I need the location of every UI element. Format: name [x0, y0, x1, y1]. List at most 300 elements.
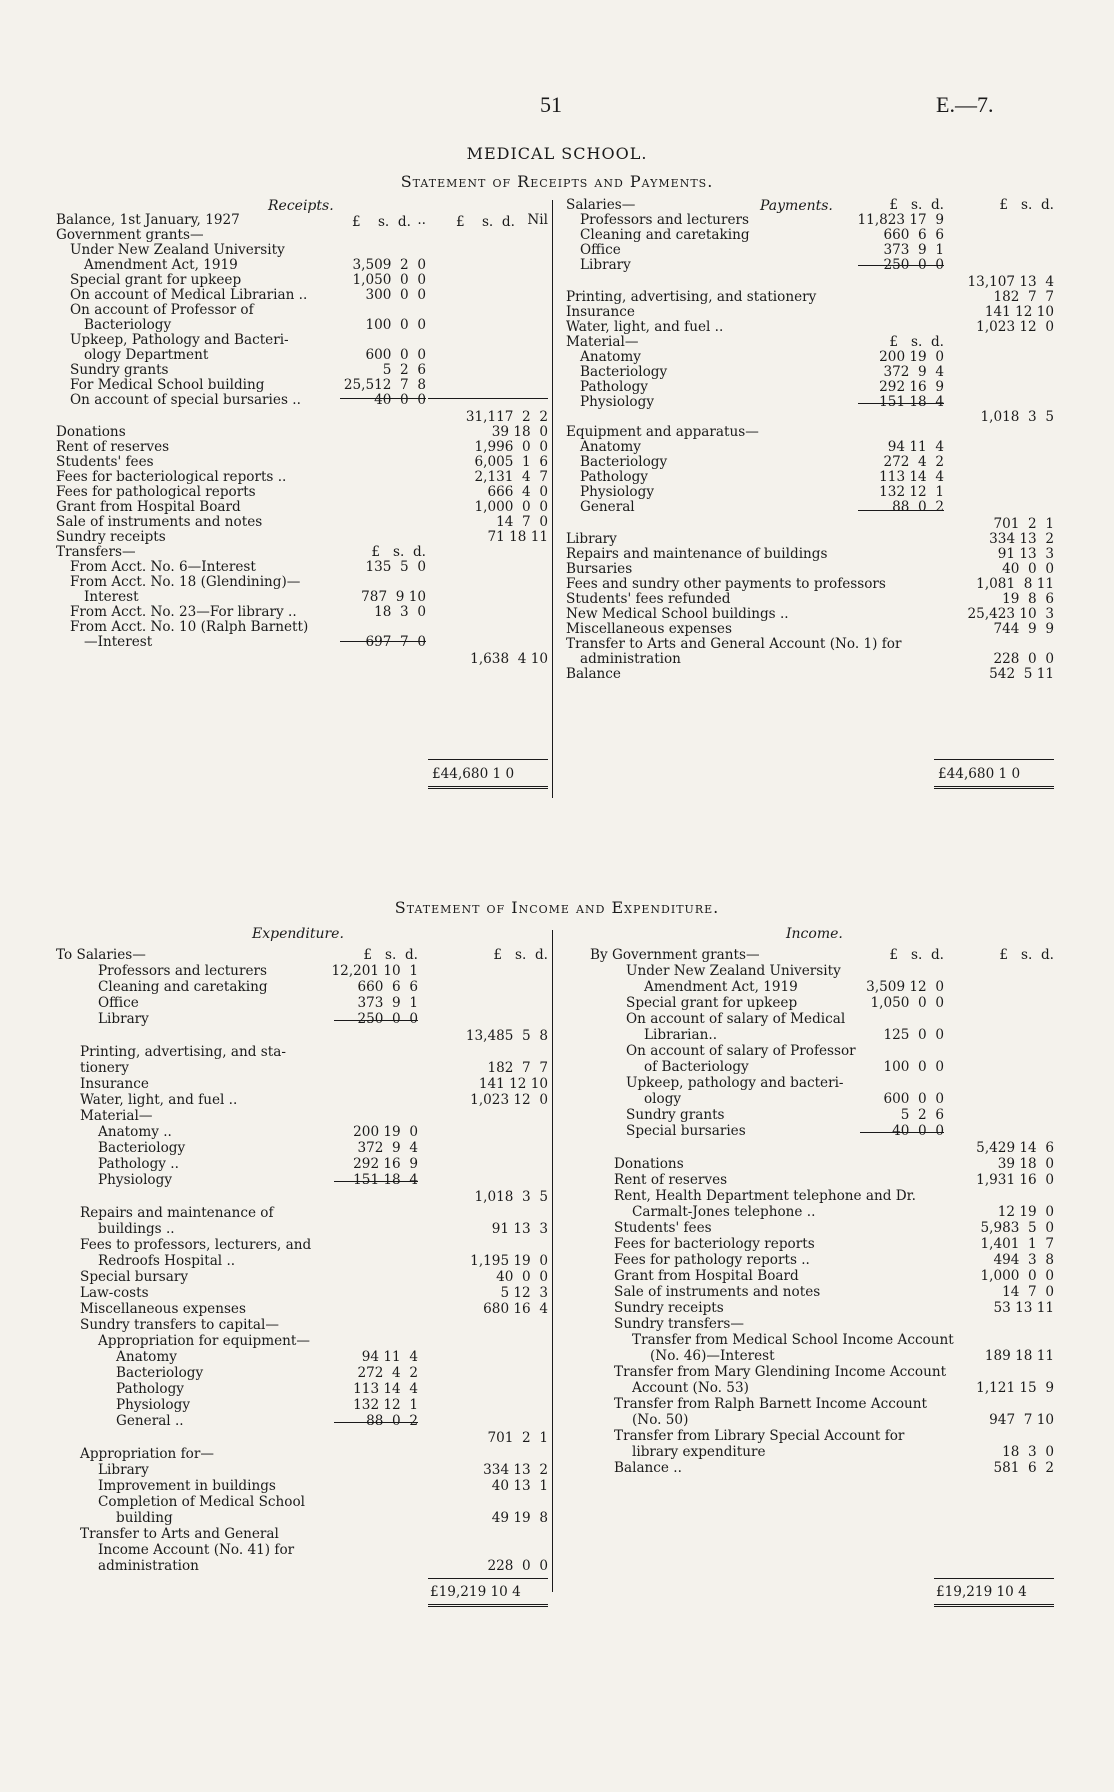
expenditure-row-label: buildings ..: [98, 1221, 175, 1237]
income-row: [0, 1252, 1114, 1269]
expenditure-row-label: Pathology ..: [98, 1156, 179, 1172]
income-row-label: Sundry receipts: [614, 1300, 724, 1316]
payment-row-inner-amount: 200 19 0: [879, 349, 944, 365]
income-row-total-amount: 5,429 14 6: [976, 1140, 1054, 1156]
payment-row-label: Miscellaneous expenses: [566, 621, 732, 637]
income-row: [0, 1220, 1114, 1237]
payment-row-label: Library: [566, 531, 617, 547]
payment-row-total-amount: 25,423 10 3: [967, 606, 1054, 622]
income-row-total-amount: 1,931 16 0: [976, 1172, 1054, 1188]
expenditure-row-label: Repairs and maintenance of: [80, 1205, 274, 1221]
income-row: [0, 1075, 1114, 1092]
expenditure-row-label: Bacteriology: [116, 1365, 204, 1381]
receipt-row-label: Interest: [84, 589, 139, 605]
income-row: [0, 947, 1114, 964]
income-row-label: On account of salary of Professor: [626, 1043, 856, 1059]
income-row-total-amount: 1,000 0 0: [980, 1268, 1054, 1284]
income-row: [0, 1268, 1114, 1285]
income-total-rule: [934, 1578, 1054, 1579]
payment-row-total-amount: 542 5 11: [989, 666, 1054, 682]
expenditure-row-label: Miscellaneous expenses: [80, 1301, 246, 1317]
receipt-row-inner-amount: 25,512 7 8: [343, 377, 426, 393]
receipts-currency-units-a: £ s. d.: [352, 214, 411, 230]
expenditure-row-label: Anatomy: [116, 1349, 177, 1365]
income-row-inner-amount: 5 2 6: [900, 1107, 944, 1123]
expenditure-row-total-amount: 701 2 1: [487, 1430, 548, 1446]
payment-row-total-amount: 744 9 9: [993, 621, 1054, 637]
income-row-label: Upkeep, pathology and bacteri-: [626, 1075, 844, 1091]
expenditure-row-inner-amount: 373 9 1: [357, 995, 418, 1011]
expenditure-heading: Expenditure.: [252, 926, 344, 942]
payment-row-inner-amount: £ s. d.: [889, 334, 944, 350]
payments-total: £44,680 1 0: [938, 766, 1021, 782]
expenditure-row-label: Transfer to Arts and General: [80, 1526, 279, 1542]
page-number: 51: [540, 92, 562, 117]
expenditure-row-label: Library: [98, 1011, 149, 1027]
expenditure-total: £19,219 10 4: [430, 1584, 521, 1600]
income-row: [0, 1091, 1114, 1108]
payment-row-inner-amount: 88 0 2: [892, 499, 944, 515]
income-row-label: Account (No. 53): [632, 1380, 749, 1396]
payment-row-total-amount: 40 0 0: [1002, 561, 1054, 577]
receipt-row-label: Upkeep, Pathology and Bacteri-: [70, 332, 289, 348]
payment-row-label: Transfer to Arts and General Account (No. 1) for: [566, 636, 902, 652]
income-row-label: Rent of reserves: [614, 1172, 728, 1188]
receipt-row-total-amount: 1,638 4 10: [470, 651, 548, 667]
income-row: [0, 1011, 1114, 1028]
expenditure-row-label: Improvement in buildings: [98, 1478, 276, 1494]
income-row-total-amount: 14 7 0: [1002, 1284, 1054, 1300]
income-row-label: (No. 46)—Interest: [650, 1348, 775, 1364]
expenditure-row-label: administration: [98, 1558, 199, 1574]
expenditure-row-label: Pathology: [116, 1381, 184, 1397]
income-row-total-amount: 5,983 5 0: [980, 1220, 1054, 1236]
payment-row-inner-amount: 373 9 1: [883, 242, 944, 258]
expenditure-row-label: Water, light, and fuel ..: [80, 1092, 238, 1108]
income-row-total-amount: £ s. d.: [999, 947, 1054, 963]
expenditure-row-label: Material—: [80, 1108, 153, 1124]
expenditure-row-label: Completion of Medical School: [98, 1494, 305, 1510]
expenditure-row-inner-amount: 88 0 2: [366, 1413, 418, 1429]
receipt-row-total-amount: 71 18 11: [487, 529, 548, 545]
expenditure-row-label: Printing, advertising, and sta-: [80, 1044, 286, 1060]
payment-row-inner-amount: 250 0 0: [883, 257, 944, 273]
income-row-label: Grant from Hospital Board: [614, 1268, 799, 1284]
receipt-row-total-amount: 1,996 0 0: [474, 439, 548, 455]
receipt-row-inner-amount: 18 3 0: [374, 604, 426, 620]
income-row-total-amount: 18 3 0: [1002, 1444, 1054, 1460]
expenditure-row: [0, 1542, 1114, 1559]
payment-row-label: Pathology: [580, 379, 648, 395]
receipt-row-total-amount: 31,117 2 2: [465, 409, 548, 425]
expenditure-row-inner-amount: 113 14 4: [353, 1381, 418, 1397]
payment-row-total-amount: 334 13 2: [989, 531, 1054, 547]
income-row: [0, 1043, 1114, 1060]
income-row: [0, 1284, 1114, 1301]
payment-row-total-amount: 141 12 10: [984, 304, 1054, 320]
expenditure-row-total-amount: 228 0 0: [487, 1558, 548, 1574]
receipt-row-inner-amount: 5 2 6: [382, 362, 426, 378]
expenditure-row-label: Bacteriology: [98, 1140, 186, 1156]
receipt-row-total-amount: 6,005 1 6: [474, 454, 548, 470]
income-row-total-amount: 189 18 11: [984, 1348, 1054, 1364]
income-row-label: On account of salary of Medical: [626, 1011, 846, 1027]
expenditure-row-label: Redroofs Hospital ..: [98, 1253, 236, 1269]
income-subtotal-rule: [860, 1132, 944, 1133]
payment-row-label: Equipment and apparatus—: [566, 424, 759, 440]
income-row: [0, 1188, 1114, 1205]
income-row: [0, 1396, 1114, 1413]
receipt-row-inner-amount: 3,509 2 0: [352, 257, 426, 273]
payment-row-label: Insurance: [566, 304, 635, 320]
income-row: [0, 1348, 1114, 1365]
income-row: [0, 1412, 1114, 1429]
payment-row-label: Library: [580, 257, 631, 273]
income-row-label: library expenditure: [632, 1444, 766, 1460]
receipt-row-label: Under New Zealand University: [70, 242, 285, 258]
receipt-row-label: From Acct. No. 6—Interest: [70, 559, 256, 575]
payment-row-total-amount: 1,023 12 0: [976, 319, 1054, 335]
payment-row-label: Anatomy: [580, 349, 641, 365]
payment-row-label: Printing, advertising, and stationery: [566, 289, 817, 305]
receipt-row-total-amount: 1,000 0 0: [474, 499, 548, 515]
receipt-row-label: Special grant for upkeep: [70, 272, 242, 288]
income-row-label: Librarian..: [644, 1027, 718, 1043]
receipt-row-label: Transfers—: [56, 544, 136, 560]
receipt-row-label: Fees for bacteriological reports ..: [56, 469, 287, 485]
income-row: [0, 1380, 1114, 1397]
payment-row-inner-amount: 292 16 9: [879, 379, 944, 395]
income-row-label: Fees for bacteriology reports: [614, 1236, 815, 1252]
column-divider-1: [552, 200, 553, 798]
payments-subtotal-rule: [858, 510, 944, 511]
income-row: [0, 1204, 1114, 1221]
expenditure-row: [0, 1558, 1114, 1575]
expenditure-row-total-amount: 13,485 5 8: [465, 1028, 548, 1044]
income-row-label: Donations: [614, 1156, 684, 1172]
income-row-label: Special bursaries: [626, 1123, 746, 1139]
receipt-row-label: Donations: [56, 424, 126, 440]
receipt-row-label: Fees for pathological reports: [56, 484, 256, 500]
expenditure-row-inner-amount: 660 6 6: [357, 979, 418, 995]
income-row-inner-amount: £ s. d.: [889, 947, 944, 963]
income-row: [0, 1172, 1114, 1189]
income-row-total-amount: 39 18 0: [997, 1156, 1054, 1172]
income-row: [0, 1107, 1114, 1124]
income-row: [0, 1428, 1114, 1445]
income-row: [0, 1316, 1114, 1333]
document-reference: E.—7.: [936, 92, 994, 117]
expenditure-row-inner-amount: 132 12 1: [353, 1397, 418, 1413]
payment-row-label: Physiology: [580, 484, 655, 500]
expenditure-row-inner-amount: 292 16 9: [353, 1156, 418, 1172]
income-row-total-amount: 12 19 0: [997, 1204, 1054, 1220]
payment-row-inner-amount: 272 4 2: [883, 454, 944, 470]
receipts-total: £44,680 1 0: [432, 766, 515, 782]
expenditure-row-label: Law-costs: [80, 1285, 149, 1301]
income-heading: Income.: [786, 926, 843, 942]
expenditure-total-double-rule: [428, 1604, 548, 1607]
payment-row-label: Students' fees refunded: [566, 591, 731, 607]
expenditure-row-inner-amount: 272 4 2: [357, 1365, 418, 1381]
payments-total-double-rule: [934, 786, 1054, 789]
income-row-label: By Government grants—: [590, 947, 760, 963]
payment-row-label: Professors and lecturers: [580, 212, 749, 228]
income-row-inner-amount: 40 0 0: [892, 1123, 944, 1139]
payments-subtotal-rule: [858, 403, 944, 404]
payment-row-label: Pathology: [580, 469, 648, 485]
payment-row-label: Material—: [566, 334, 639, 350]
expenditure-row: [0, 1494, 1114, 1511]
expenditure-row-label: Appropriation for equipment—: [98, 1333, 310, 1349]
receipt-row-inner-amount: 135 5 0: [365, 559, 426, 575]
receipt-row-total-amount: 2,131 4 7: [474, 469, 548, 485]
income-row-total-amount: 947 7 10: [989, 1412, 1054, 1428]
income-row: [0, 963, 1114, 980]
expenditure-row-total-amount: 334 13 2: [483, 1462, 548, 1478]
column-divider-2: [552, 930, 553, 1592]
expenditure-row-total-amount: 1,018 3 5: [474, 1189, 548, 1205]
expenditure-row: [0, 1478, 1114, 1495]
expenditure-row-label: Cleaning and caretaking: [98, 979, 268, 995]
expenditure-row-total-amount: 91 13 3: [491, 1221, 548, 1237]
expenditure-row-total-amount: 49 19 8: [491, 1510, 548, 1526]
income-row-label: Transfer from Medical School Income Account: [632, 1332, 954, 1348]
payment-row-label: Balance: [566, 666, 621, 682]
income-total-double-rule: [934, 1604, 1054, 1607]
receipts-total-rule: [428, 759, 548, 760]
income-row-total-amount: 1,121 15 9: [976, 1380, 1054, 1396]
payment-row-inner-amount: 113 14 4: [879, 469, 944, 485]
expenditure-row-label: tionery: [80, 1060, 129, 1076]
income-row: [0, 1332, 1114, 1349]
payment-row-label: New Medical School buildings ..: [566, 606, 789, 622]
payment-row-total-amount: 13,107 13 4: [967, 274, 1054, 290]
expenditure-row-label: Anatomy ..: [98, 1124, 172, 1140]
receipt-row-total-amount: 666 4 0: [487, 484, 548, 500]
payment-row-label: Office: [580, 242, 621, 258]
expenditure-row-inner-amount: 94 11 4: [361, 1349, 418, 1365]
payments-subtotal-rule: [858, 265, 944, 266]
expenditure-row-label: Office: [98, 995, 139, 1011]
receipt-row-label: Sale of instruments and notes: [56, 514, 263, 530]
income-row: [0, 1140, 1114, 1157]
income-total: £19,219 10 4: [936, 1584, 1027, 1600]
expenditure-row-total-amount: 182 7 7: [487, 1060, 548, 1076]
payment-row-inner-amount: 94 11 4: [887, 439, 944, 455]
income-row-label: Fees for pathology reports ..: [614, 1252, 810, 1268]
receipt-row-label: Amendment Act, 1919: [84, 257, 238, 273]
receipt-row-total-amount: 14 7 0: [496, 514, 548, 530]
income-row-label: Transfer from Ralph Barnett Income Account: [614, 1396, 928, 1412]
receipts-currency-units-b: £ s. d.: [456, 214, 515, 230]
income-row-label: Sundry grants: [626, 1107, 725, 1123]
payment-row-inner-amount: 132 12 1: [879, 484, 944, 500]
income-row-label: Transfer from Library Special Account for: [614, 1428, 905, 1444]
expenditure-row-total-amount: 1,023 12 0: [470, 1092, 548, 1108]
income-row-total-amount: 494 3 8: [993, 1252, 1054, 1268]
income-row-label: Amendment Act, 1919: [644, 979, 798, 995]
income-row: [0, 1236, 1114, 1253]
receipt-row-total-amount: Nil: [527, 212, 548, 228]
expenditure-row-label: General ..: [116, 1413, 184, 1429]
payment-row-label: Bacteriology: [580, 454, 668, 470]
expenditure-row-inner-amount: 200 19 0: [353, 1124, 418, 1140]
statement-income-expenditure-title: Statement of Income and Expenditure.: [394, 898, 720, 917]
expenditure-row-inner-amount: 151 18 4: [353, 1172, 418, 1188]
income-row-label: Under New Zealand University: [626, 963, 841, 979]
income-row: [0, 1460, 1114, 1477]
income-row: [0, 1123, 1114, 1140]
receipt-row-label: On account of special bursaries ..: [70, 392, 301, 408]
expenditure-row-label: Appropriation for—: [80, 1446, 214, 1462]
income-row: [0, 1059, 1114, 1076]
income-row-label: Students' fees: [614, 1220, 712, 1236]
expenditure-row-label: To Salaries—: [56, 947, 146, 963]
receipt-row-label: Sundry grants: [70, 362, 169, 378]
income-row-inner-amount: 100 0 0: [883, 1059, 944, 1075]
income-row: [0, 995, 1114, 1012]
payment-row-label: Bursaries: [566, 561, 633, 577]
expenditure-row-total-amount: 141 12 10: [478, 1076, 548, 1092]
expenditure-row: [0, 1510, 1114, 1527]
expenditure-row-label: Library: [98, 1462, 149, 1478]
payment-row-total-amount: 19 8 6: [1002, 591, 1054, 607]
income-row-label: (No. 50): [632, 1412, 689, 1428]
payment-row-total-amount: £ s. d.: [999, 197, 1054, 213]
payment-row-label: Salaries—: [566, 197, 636, 213]
payment-row-label: General: [580, 499, 635, 515]
payment-row-inner-amount: 11,823 17 9: [857, 212, 944, 228]
expenditure-row-label: building: [116, 1510, 173, 1526]
expenditure-row-total-amount: 40 0 0: [496, 1269, 548, 1285]
receipt-row-inner-amount: ..: [417, 212, 426, 228]
expenditure-row-label: Professors and lecturers: [98, 963, 267, 979]
expenditure-row-total-amount: 40 13 1: [491, 1478, 548, 1494]
income-row-label: of Bacteriology: [644, 1059, 749, 1075]
income-row-inner-amount: 3,509 12 0: [866, 979, 944, 995]
expenditure-row-label: Physiology: [116, 1397, 191, 1413]
payment-row-label: administration: [580, 651, 681, 667]
receipt-row-label: Grant from Hospital Board: [56, 499, 241, 515]
payment-row-label: Fees and sundry other payments to professors: [566, 576, 886, 592]
expenditure-row-total-amount: 1,195 19 0: [470, 1253, 548, 1269]
expenditure-row: [0, 1526, 1114, 1543]
payment-row-label: Cleaning and caretaking: [580, 227, 750, 243]
expenditure-row-total-amount: 5 12 3: [500, 1285, 548, 1301]
payment-row: [0, 257, 1114, 274]
payment-row-label: Anatomy: [580, 439, 641, 455]
income-row-label: ology: [644, 1091, 682, 1107]
receipts-total-double-rule: [428, 786, 548, 789]
income-row-label: Balance ..: [614, 1460, 682, 1476]
payments-heading: Payments.: [760, 198, 833, 214]
receipt-row-inner-amount: 1,050 0 0: [352, 272, 426, 288]
receipts-heading: Receipts.: [268, 198, 334, 214]
expenditure-row-label: Physiology: [98, 1172, 173, 1188]
expenditure-row-inner-amount: 12,201 10 1: [331, 963, 418, 979]
expenditure-row-label: Special bursary: [80, 1269, 189, 1285]
payment-row-inner-amount: 660 6 6: [883, 227, 944, 243]
receipt-row-label: Government grants—: [56, 227, 204, 243]
expenditure-row-inner-amount: 372 9 4: [357, 1140, 418, 1156]
income-row-total-amount: 581 6 2: [993, 1460, 1054, 1476]
payment-row-label: Repairs and maintenance of buildings: [566, 546, 828, 562]
receipt-row-inner-amount: 300 0 0: [365, 287, 426, 303]
income-row-inner-amount: 600 0 0: [883, 1091, 944, 1107]
receipt-row-label: Sundry receipts: [56, 529, 166, 545]
income-row: [0, 1364, 1114, 1381]
payment-row-label: Physiology: [580, 394, 655, 410]
payment-row-total-amount: 228 0 0: [993, 651, 1054, 667]
income-row: [0, 979, 1114, 996]
expenditure-row-total-amount: £ s. d.: [493, 947, 548, 963]
payment-row-total-amount: 91 13 3: [997, 546, 1054, 562]
income-row-inner-amount: 1,050 0 0: [870, 995, 944, 1011]
income-row: [0, 1444, 1114, 1461]
payment-row-inner-amount: 372 9 4: [883, 364, 944, 380]
receipt-row-label: From Acct. No. 23—For library ..: [70, 604, 297, 620]
receipt-row-inner-amount: £ s. d.: [371, 544, 426, 560]
receipt-row-label: Students' fees: [56, 454, 154, 470]
receipt-row-label: Balance, 1st January, 1927: [56, 212, 240, 228]
expenditure-row-label: Income Account (No. 41) for: [98, 1542, 295, 1558]
receipt-row-label: Rent of reserves: [56, 439, 170, 455]
income-row-label: Carmalt-Jones telephone ..: [632, 1204, 816, 1220]
payment-row-label: Bacteriology: [580, 364, 668, 380]
payment-row-inner-amount: £ s. d.: [889, 197, 944, 213]
payment-row: [0, 666, 1114, 683]
income-row: [0, 1300, 1114, 1317]
income-row: [0, 1156, 1114, 1173]
expenditure-row-label: Sundry transfers to capital—: [80, 1317, 279, 1333]
expenditure-row-total-amount: 680 16 4: [483, 1301, 548, 1317]
receipt-row-label: From Acct. No. 10 (Ralph Barnett): [70, 619, 309, 635]
income-row-label: Rent, Health Department telephone and Dr.: [614, 1188, 916, 1204]
receipt-row-inner-amount: 600 0 0: [365, 347, 426, 363]
expenditure-row-label: Insurance: [80, 1076, 149, 1092]
payment-row-label: Water, light, and fuel ..: [566, 319, 724, 335]
receipt-row-total-amount: 39 18 0: [491, 424, 548, 440]
income-row-label: Special grant for upkeep: [626, 995, 798, 1011]
payments-total-rule: [934, 759, 1054, 760]
payment-row: [0, 499, 1114, 516]
income-row-label: Sundry transfers—: [614, 1316, 744, 1332]
receipt-row-label: Bacteriology: [84, 317, 172, 333]
payment-row-inner-amount: 151 18 4: [879, 394, 944, 410]
receipt-row-label: On account of Medical Librarian ..: [70, 287, 308, 303]
receipt-row-inner-amount: 787 9 10: [361, 589, 426, 605]
expenditure-row-inner-amount: £ s. d.: [363, 947, 418, 963]
expenditure-row-inner-amount: 250 0 0: [357, 1011, 418, 1027]
statement-receipts-payments-title: Statement of Receipts and Payments.: [400, 172, 714, 191]
income-row-inner-amount: 125 0 0: [883, 1027, 944, 1043]
receipt-row-label: ology Department: [84, 347, 209, 363]
receipt-row-label: —Interest: [84, 634, 153, 650]
payment-row-total-amount: 1,018 3 5: [980, 409, 1054, 425]
income-row-total-amount: 1,401 1 7: [980, 1236, 1054, 1252]
income-row-label: Sale of instruments and notes: [614, 1284, 821, 1300]
payment-row-total-amount: 182 7 7: [993, 289, 1054, 305]
receipt-row-inner-amount: 100 0 0: [365, 317, 426, 333]
payment-row-total-amount: 1,081 8 11: [976, 576, 1054, 592]
income-row-total-amount: 53 13 11: [993, 1300, 1054, 1316]
receipt-row-label: On account of Professor of: [70, 302, 254, 318]
income-row: [0, 1027, 1114, 1044]
income-row-label: Transfer from Mary Glendining Income Account: [614, 1364, 947, 1380]
receipt-row-inner-amount: 697 7 0: [365, 634, 426, 650]
receipt-row-inner-amount: 40 0 0: [374, 392, 426, 408]
